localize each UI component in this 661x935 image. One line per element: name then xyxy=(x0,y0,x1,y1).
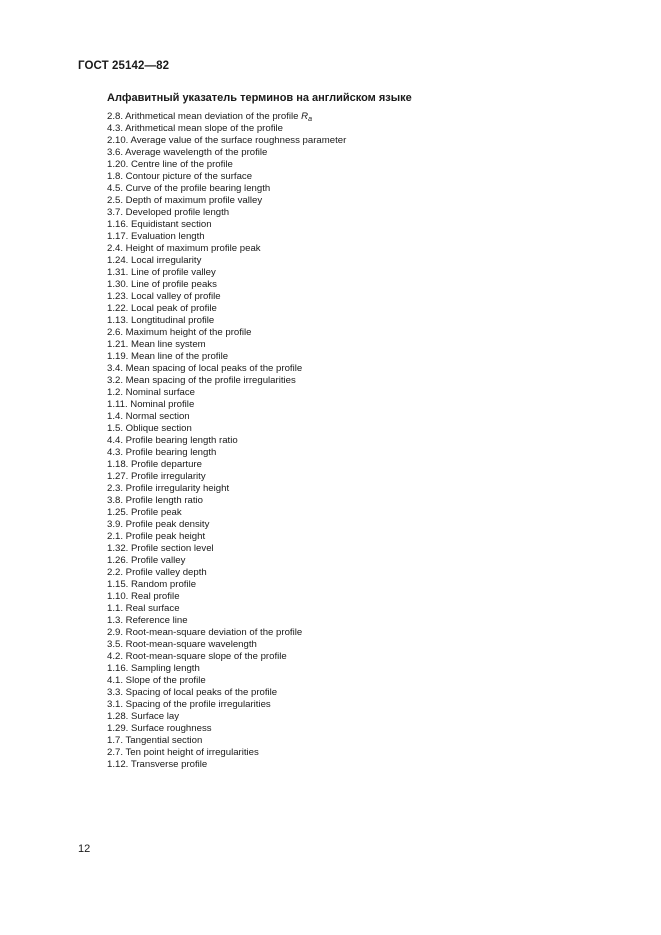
term-index-list xyxy=(107,111,346,771)
list-item: 4.2. Root-mean-square slope of the profile xyxy=(107,651,287,662)
list-item: 2.6. Maximum height of the profile xyxy=(107,327,252,338)
list-item: 1.1. Real surface xyxy=(107,603,180,614)
list-item: 1.31. Line of profile valley xyxy=(107,267,216,278)
list-item: 1.24. Local irregularity xyxy=(107,255,202,266)
list-item: 1.10. Real profile xyxy=(107,591,180,602)
list-item: 2.2. Profile valley depth xyxy=(107,567,207,578)
list-item: 4.5. Curve of the profile bearing length xyxy=(107,183,271,194)
list-item: 1.30. Line of profile peaks xyxy=(107,279,217,290)
list-item: 3.7. Developed profile length xyxy=(107,207,230,218)
entry-text: 2.8. Arithmetical mean deviation of the profile xyxy=(107,111,302,122)
list-item: 1.12. Transverse profile xyxy=(107,759,208,770)
list-item: 1.2. Nominal surface xyxy=(107,387,195,398)
list-item: 2.1. Profile peak height xyxy=(107,531,206,542)
list-item: 1.18. Profile departure xyxy=(107,459,202,470)
list-item: 1.8. Contour picture of the surface xyxy=(107,171,253,182)
list-item: 1.17. Evaluation length xyxy=(107,231,205,242)
list-item: 1.4. Normal section xyxy=(107,411,190,422)
list-item: 3.6. Average wavelength of the profile xyxy=(107,147,268,158)
variable-symbol: R xyxy=(301,111,309,122)
page-number: 12 xyxy=(78,843,91,855)
section-title: Алфавитный указатель терминов на английском языке xyxy=(107,92,412,104)
variable-subscript: a xyxy=(308,116,312,123)
list-item: 1.16. Sampling length xyxy=(107,663,200,674)
list-item: 1.16. Equidistant section xyxy=(107,219,212,230)
list-item: 2.9. Root-mean-square deviation of the profile xyxy=(107,627,303,638)
list-item: 2.7. Ten point height of irregularities xyxy=(107,747,259,758)
list-item: 1.20. Centre line of the profile xyxy=(107,159,233,170)
list-item: 1.11. Nominal profile xyxy=(107,399,195,410)
list-item: 1.7. Tangential section xyxy=(107,735,203,746)
list-item: 3.4. Mean spacing of local peaks of the profile xyxy=(107,363,303,374)
document-header: ГОСТ 25142—82 xyxy=(78,60,170,72)
list-item: 1.25. Profile peak xyxy=(107,507,182,518)
list-item xyxy=(107,111,346,123)
list-item: 1.3. Reference line xyxy=(107,615,188,626)
list-item: 1.32. Profile section level xyxy=(107,543,214,554)
list-item: 3.9. Profile peak density xyxy=(107,519,210,530)
list-item: 2.10. Average value of the surface roughness parameter xyxy=(107,135,347,146)
list-item: 1.5. Oblique section xyxy=(107,423,192,434)
list-item: 1.13. Longtitudinal profile xyxy=(107,315,215,326)
list-item: 4.1. Slope of the profile xyxy=(107,675,206,686)
list-item: 3.1. Spacing of the profile irregularities xyxy=(107,699,271,710)
list-item: 2.5. Depth of maximum profile valley xyxy=(107,195,263,206)
list-item: 3.3. Spacing of local peaks of the profile xyxy=(107,687,278,698)
list-item: 3.5. Root-mean-square wavelength xyxy=(107,639,257,650)
list-item: 4.3. Profile bearing length xyxy=(107,447,217,458)
list-item: 4.3. Arithmetical mean slope of the profile xyxy=(107,123,283,134)
list-item: 1.22. Local peak of profile xyxy=(107,303,217,314)
list-item: 1.28. Surface lay xyxy=(107,711,179,722)
list-item: 2.3. Profile irregularity height xyxy=(107,483,230,494)
list-item: 1.27. Profile irregularity xyxy=(107,471,206,482)
list-item: 3.2. Mean spacing of the profile irregularities xyxy=(107,375,296,386)
list-item: 1.19. Mean line of the profile xyxy=(107,351,229,362)
list-item: 1.15. Random profile xyxy=(107,579,197,590)
list-item: 1.29. Surface roughness xyxy=(107,723,212,734)
list-item: 3.8. Profile length ratio xyxy=(107,495,203,506)
list-item: 1.23. Local valley of profile xyxy=(107,291,221,302)
list-item: 1.26. Profile valley xyxy=(107,555,186,566)
list-item: 4.4. Profile bearing length ratio xyxy=(107,435,238,446)
list-item: 1.21. Mean line system xyxy=(107,339,206,350)
list-item: 2.4. Height of maximum profile peak xyxy=(107,243,261,254)
